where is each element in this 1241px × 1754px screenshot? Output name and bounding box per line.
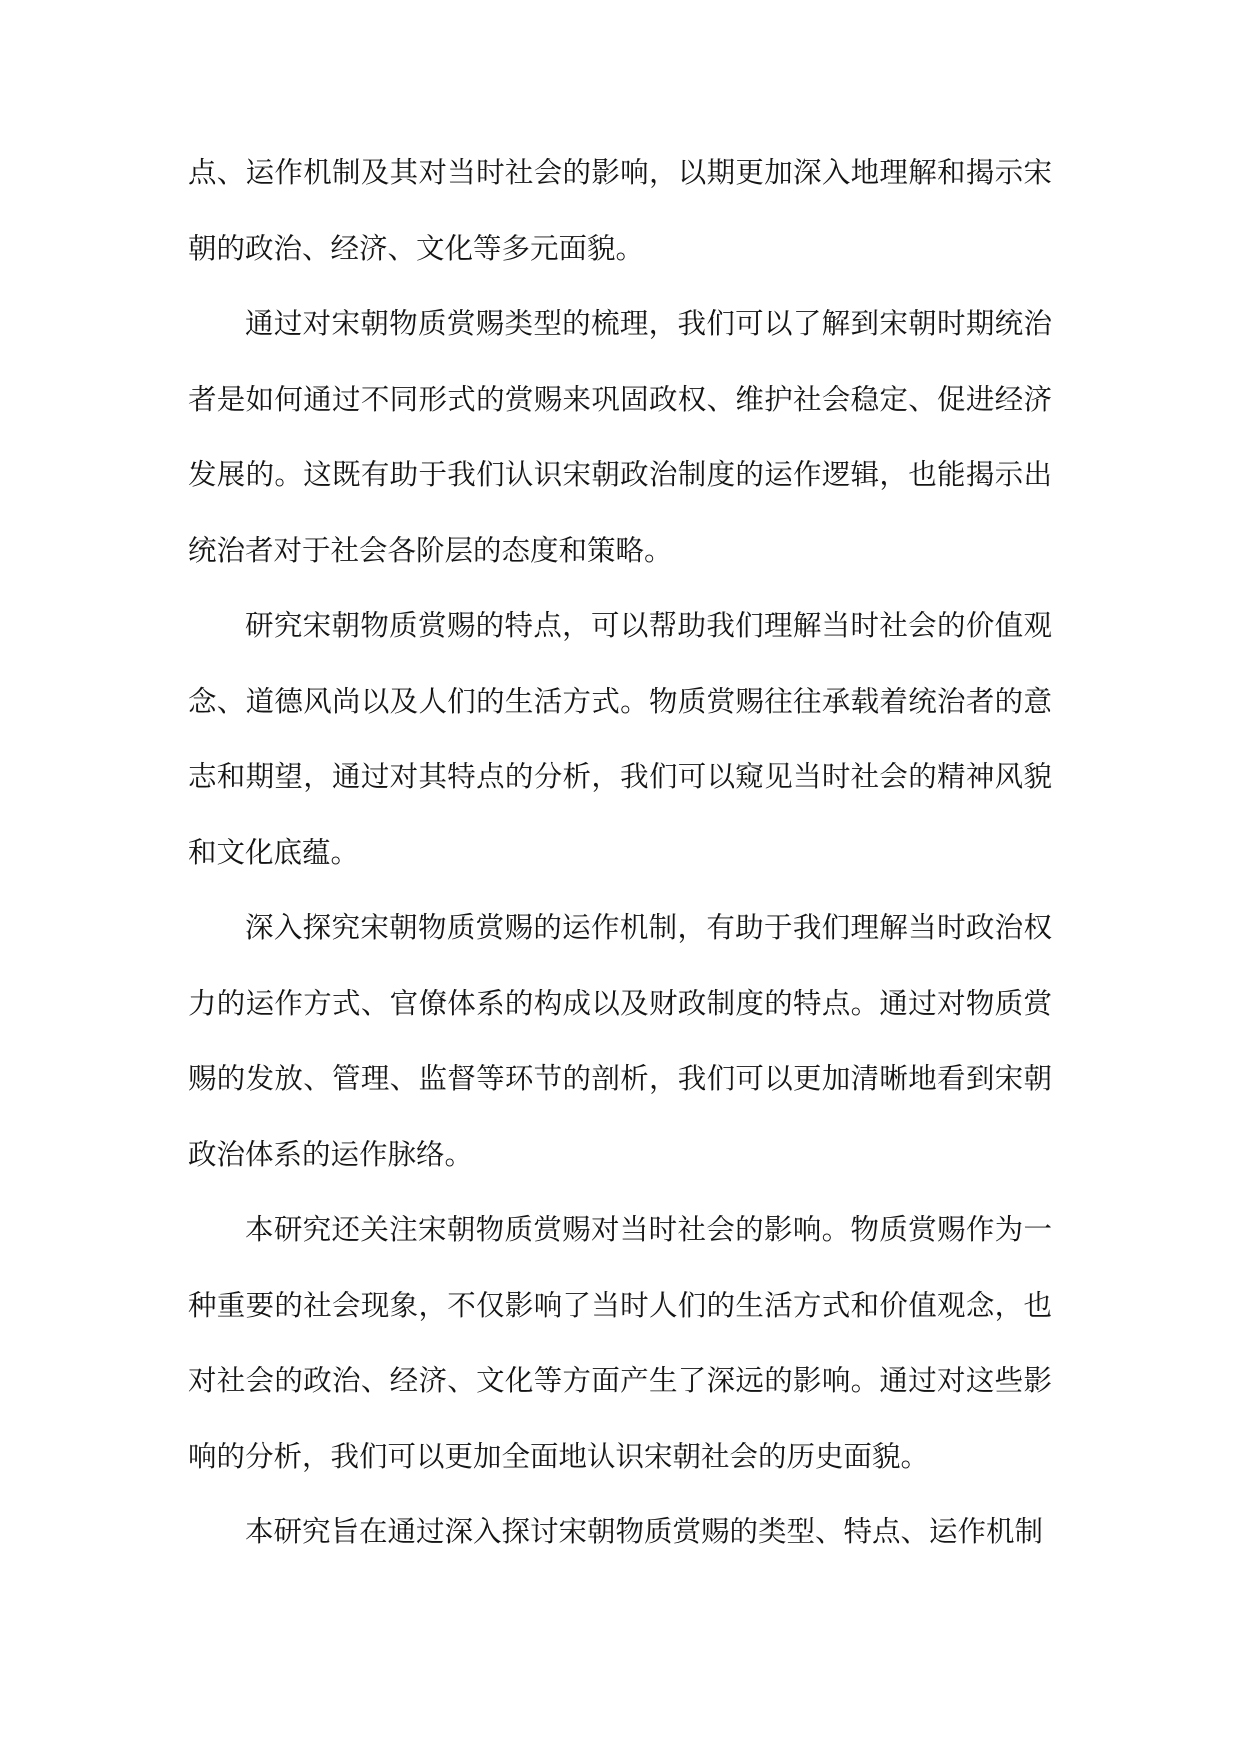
paragraph-types: 通过对宋朝物质赏赐类型的梳理，我们可以了解到宋朝时期统治者是如何通过不同形式的赏赐来巩固政权、维护社会稳定、促进经济发展的。这既有助于我们认识宋朝政治制度的运作逻辑，也能揭示出统治者对于社会各阶层的态度和策略。: [188, 307, 1052, 567]
body-text: [188, 135, 1052, 1570]
paragraph-characteristics: 研究宋朝物质赏赐的特点，可以帮助我们理解当时社会的价值观念、道德风尚以及人们的生活方式。物质赏赐往往承载着统治者的意志和期望，通过对其特点的分析，我们可以窥见当时社会的精神风貌和文化底蕴。: [188, 609, 1052, 869]
paragraph-continuation: 点、运作机制及其对当时社会的影响，以期更加深入地理解和揭示宋朝的政治、经济、文化等多元面貌。: [188, 156, 1052, 265]
paragraph-aim: 本研究旨在通过深入探讨宋朝物质赏赐的类型、特点、运作机制: [245, 1515, 1044, 1548]
paragraph-influence: 本研究还关注宋朝物质赏赐对当时社会的影响。物质赏赐作为一种重要的社会现象，不仅影响了当时人们的生活方式和价值观念，也对社会的政治、经济、文化等方面产生了深远的影响。通过对这些影响的分析，我们可以更加全面地认识宋朝社会的历史面貌。: [188, 1213, 1052, 1473]
paragraph-mechanism: 深入探究宋朝物质赏赐的运作机制，有助于我们理解当时政治权力的运作方式、官僚体系的构成以及财政制度的特点。通过对物质赏赐的发放、管理、监督等环节的剖析，我们可以更加清晰地看到宋朝政治体系的运作脉络。: [188, 911, 1052, 1171]
